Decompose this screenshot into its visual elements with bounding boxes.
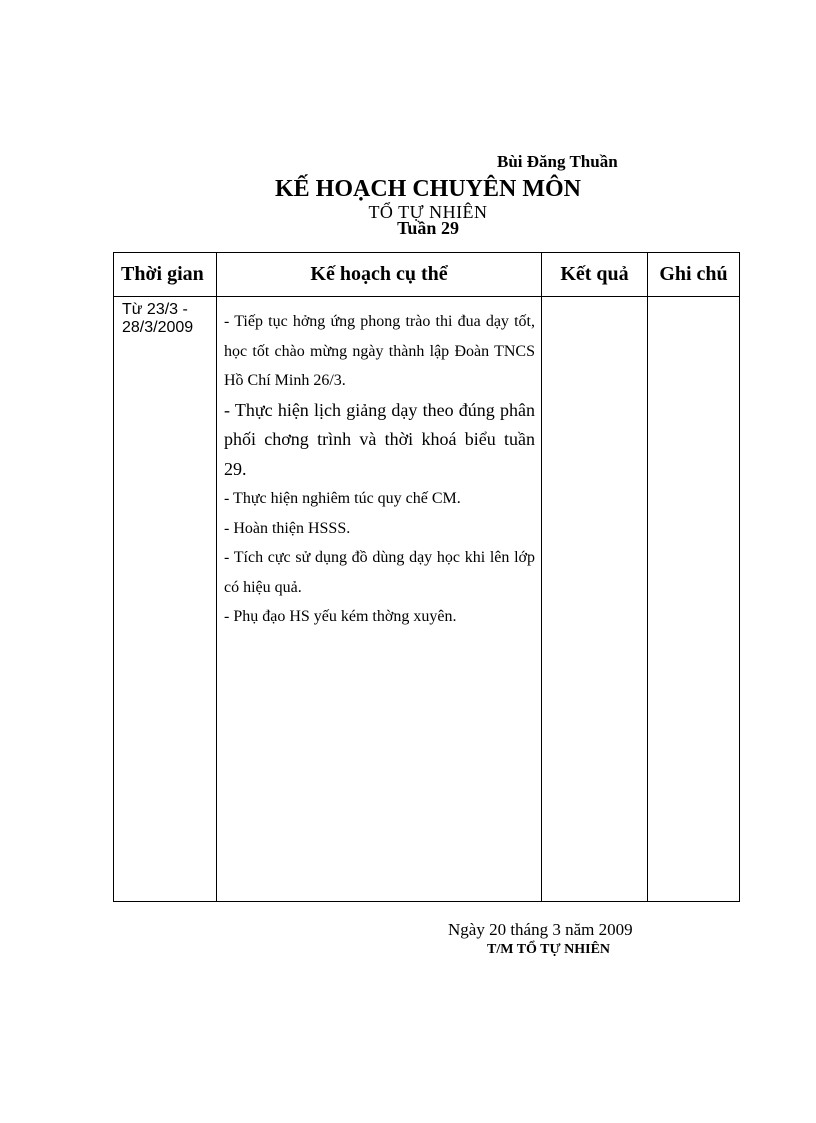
week-label: Tuần 29 (397, 218, 459, 238)
time-cell (114, 297, 217, 902)
department-name: TỔ TỰ NHIÊN (368, 202, 488, 222)
table-row (114, 297, 740, 902)
column-header-time: Thời gian (114, 253, 217, 297)
plan-item: - Thực hiện nghiêm túc quy chế CM. (224, 490, 461, 507)
plan-table (113, 252, 740, 902)
document-title: KẾ HOẠCH CHUYÊN MÔN (275, 176, 581, 202)
plan-item: - Hoàn thiện HSSS. (224, 519, 351, 537)
column-header-result: Kết quả (542, 253, 648, 297)
signer-label: T/M TỔ TỰ NHIÊN (487, 942, 611, 957)
table-header-row (114, 253, 740, 297)
plan-item: - Phụ đạo HS yếu kém thờng xuyên. (224, 608, 457, 625)
time-from: Từ 23/3 - (122, 301, 188, 318)
plan-item: - Tiếp tục hởng ứng phong trào thi đua dạy tốt, học tốt chào mừng ngày thành lập Đoàn TNCS Hồ Chí Minh 26/3. (224, 313, 535, 389)
plan-item: - Thực hiện lịch giảng dạy theo đúng phân phối chơng trình và thời khoá biểu tuần 29. (224, 399, 535, 479)
time-to: 28/3/2009 (122, 319, 194, 336)
column-header-note: Ghi chú (648, 253, 740, 297)
result-cell (542, 297, 648, 902)
plan-item: - Tích cực sử dụng đồ dùng dạy học khi lên lớp có hiệu quả. (224, 549, 535, 596)
author-name: Bùi Đăng Thuần (497, 152, 618, 171)
column-header-plan: Kế hoạch cụ thể (217, 253, 542, 297)
plan-cell (217, 297, 542, 902)
date-line: Ngày 20 tháng 3 năm 2009 (448, 920, 633, 939)
note-cell (648, 297, 740, 902)
